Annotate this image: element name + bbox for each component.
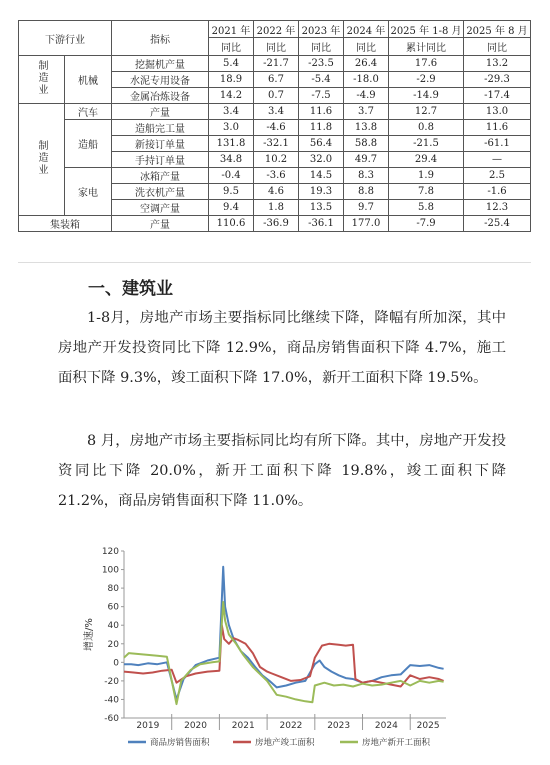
value-cell: -61.1 (464, 136, 531, 152)
indicator-cell: 产量 (112, 216, 209, 232)
value-cell: 19.3 (299, 184, 344, 200)
value-cell: 10.2 (254, 152, 299, 168)
value-cell: 9.4 (209, 200, 254, 216)
header-year: 2023 年 (299, 21, 344, 38)
value-cell: -1.6 (464, 184, 531, 200)
header-indicator: 指标 (112, 21, 209, 56)
value-cell: -3.6 (254, 168, 299, 184)
indicator-cell: 手持订单量 (112, 152, 209, 168)
y-tick-label: 40 (107, 621, 119, 632)
x-tick-label: 2025 (416, 721, 440, 731)
value-cell: 13.8 (344, 120, 389, 136)
value-cell: 11.8 (299, 120, 344, 136)
header-sub: 同比 (209, 38, 254, 56)
value-cell: 1.8 (254, 200, 299, 216)
value-cell: 3.4 (254, 104, 299, 120)
legend-label: 房地产新开工面积 (362, 738, 431, 748)
value-cell: -21.7 (254, 56, 299, 72)
series-line (124, 602, 444, 704)
y-axis-label: 增速/% (84, 618, 95, 651)
value-cell: -7.5 (299, 88, 344, 104)
header-sub: 同比 (464, 38, 531, 56)
value-cell: 34.8 (209, 152, 254, 168)
value-cell: 11.6 (299, 104, 344, 120)
value-cell: 29.4 (389, 152, 464, 168)
industry-cell: 汽车 (65, 104, 112, 120)
value-cell: 11.6 (464, 120, 531, 136)
value-cell: -36.9 (254, 216, 299, 232)
section-heading: 一、建筑业 (88, 279, 173, 299)
indicator-cell: 空调产量 (112, 200, 209, 216)
value-cell: 56.4 (299, 136, 344, 152)
value-cell: 14.2 (209, 88, 254, 104)
value-cell: 131.8 (209, 136, 254, 152)
value-cell: -25.4 (464, 216, 531, 232)
value-cell: -7.9 (389, 216, 464, 232)
sector-label: 制造业 (36, 60, 47, 96)
indicator-cell: 造船完工量 (112, 120, 209, 136)
value-cell: 6.7 (254, 72, 299, 88)
value-cell: 0.8 (389, 120, 464, 136)
industry-cell: 机械 (65, 56, 112, 104)
value-cell: 5.4 (209, 56, 254, 72)
y-tick-label: 60 (107, 602, 119, 613)
value-cell: -29.3 (464, 72, 531, 88)
value-cell: 12.7 (389, 104, 464, 120)
value-cell: 32.0 (299, 152, 344, 168)
y-tick-label: -40 (104, 695, 119, 706)
value-cell: -14.9 (389, 88, 464, 104)
x-tick-label: 2023 (327, 721, 351, 731)
y-tick-label: 120 (101, 547, 119, 557)
value-cell: 26.4 (344, 56, 389, 72)
value-cell: 0.7 (254, 88, 299, 104)
paragraph-2: 8 月，房地产市场主要指标同比均有所下降。其中，房地产开发投资同比下降 20.0%，新开工面积下降 19.8%，竣工面积下降 21.2%，商品房销售面积下降 11.0%。 (58, 433, 506, 509)
header-year: 2022 年 (254, 21, 299, 38)
value-cell: 3.7 (344, 104, 389, 120)
value-cell: -21.5 (389, 136, 464, 152)
value-cell: 9.5 (209, 184, 254, 200)
y-tick-label: 0 (113, 658, 119, 669)
value-cell: -18.0 (344, 72, 389, 88)
header-year: 2025 年 1-8 月 (389, 21, 464, 38)
x-tick-label: 2020 (184, 721, 208, 731)
value-cell: -23.5 (299, 56, 344, 72)
indicator-cell: 挖掘机产量 (112, 56, 209, 72)
y-tick-label: 20 (107, 639, 119, 650)
value-cell: 8.8 (344, 184, 389, 200)
sector-cell (19, 104, 65, 216)
x-tick-label: 2021 (231, 721, 255, 731)
indicator-cell: 水泥专用设备 (112, 72, 209, 88)
x-tick-label: 2019 (136, 721, 160, 731)
value-cell: 58.8 (344, 136, 389, 152)
chart-svg (68, 533, 478, 765)
value-cell: 18.9 (209, 72, 254, 88)
value-cell: 110.6 (209, 216, 254, 232)
value-cell: 5.8 (389, 200, 464, 216)
x-tick-label: 2024 (374, 721, 398, 731)
value-cell: -36.1 (299, 216, 344, 232)
header-sub: 同比 (344, 38, 389, 56)
legend-label: 商品房销售面积 (150, 738, 210, 748)
value-cell: -4.9 (344, 88, 389, 104)
divider (18, 262, 531, 263)
paragraph-1: 1-8月，房地产市场主要指标同比继续下降，降幅有所加深，其中房地产开发投资同比下降 12.9%，商品房销售面积下降 4.7%，施工面积下降 9.3%，竣工面积下降 17.0%，新开工面积下降 19.5%。 (58, 310, 506, 386)
value-cell: 177.0 (344, 216, 389, 232)
sector-label: 制造业 (36, 140, 47, 176)
indicator-cell: 冰箱产量 (112, 168, 209, 184)
header-year: 2024 年 (344, 21, 389, 38)
x-tick-label: 2022 (279, 721, 303, 731)
legend-label: 房地产竣工面积 (255, 738, 315, 748)
y-tick-label: -20 (104, 676, 119, 687)
value-cell: -4.6 (254, 120, 299, 136)
line-chart (68, 533, 478, 765)
indicator-cell: 洗衣机产量 (112, 184, 209, 200)
indicator-cell: 新接订单量 (112, 136, 209, 152)
header-sub: 同比 (299, 38, 344, 56)
y-tick-label: 80 (107, 584, 119, 595)
value-cell: 12.3 (464, 200, 531, 216)
value-cell: 8.3 (344, 168, 389, 184)
indicator-cell: 产量 (112, 104, 209, 120)
value-cell: -5.4 (299, 72, 344, 88)
value-cell: 3.0 (209, 120, 254, 136)
header-downstream: 下游行业 (19, 21, 112, 56)
value-cell: 13.5 (299, 200, 344, 216)
value-cell: -0.4 (209, 168, 254, 184)
value-cell: -2.9 (389, 72, 464, 88)
value-cell: -17.4 (464, 88, 531, 104)
value-cell: — (464, 152, 531, 168)
value-cell: -32.1 (254, 136, 299, 152)
value-cell: 49.7 (344, 152, 389, 168)
header-year: 2021 年 (209, 21, 254, 38)
value-cell: 1.9 (389, 168, 464, 184)
industry-cell: 家电 (65, 168, 112, 216)
value-cell: 17.6 (389, 56, 464, 72)
value-cell: 14.5 (299, 168, 344, 184)
sector-cell (19, 56, 65, 104)
value-cell: 13.0 (464, 104, 531, 120)
indicator-cell: 金属冶炼设备 (112, 88, 209, 104)
value-cell: 13.2 (464, 56, 531, 72)
industry-cell: 造船 (65, 120, 112, 168)
value-cell: 4.6 (254, 184, 299, 200)
header-sub: 同比 (254, 38, 299, 56)
value-cell: 7.8 (389, 184, 464, 200)
header-sub: 累计同比 (389, 38, 464, 56)
header-year: 2025 年 8 月 (464, 21, 531, 38)
value-cell: 3.4 (209, 104, 254, 120)
y-tick-label: -60 (104, 714, 119, 724)
y-tick-label: 100 (101, 565, 119, 576)
data-table (18, 20, 531, 232)
value-cell: 2.5 (464, 168, 531, 184)
value-cell: 9.7 (344, 200, 389, 216)
industry-cell: 集装箱 (19, 216, 112, 232)
